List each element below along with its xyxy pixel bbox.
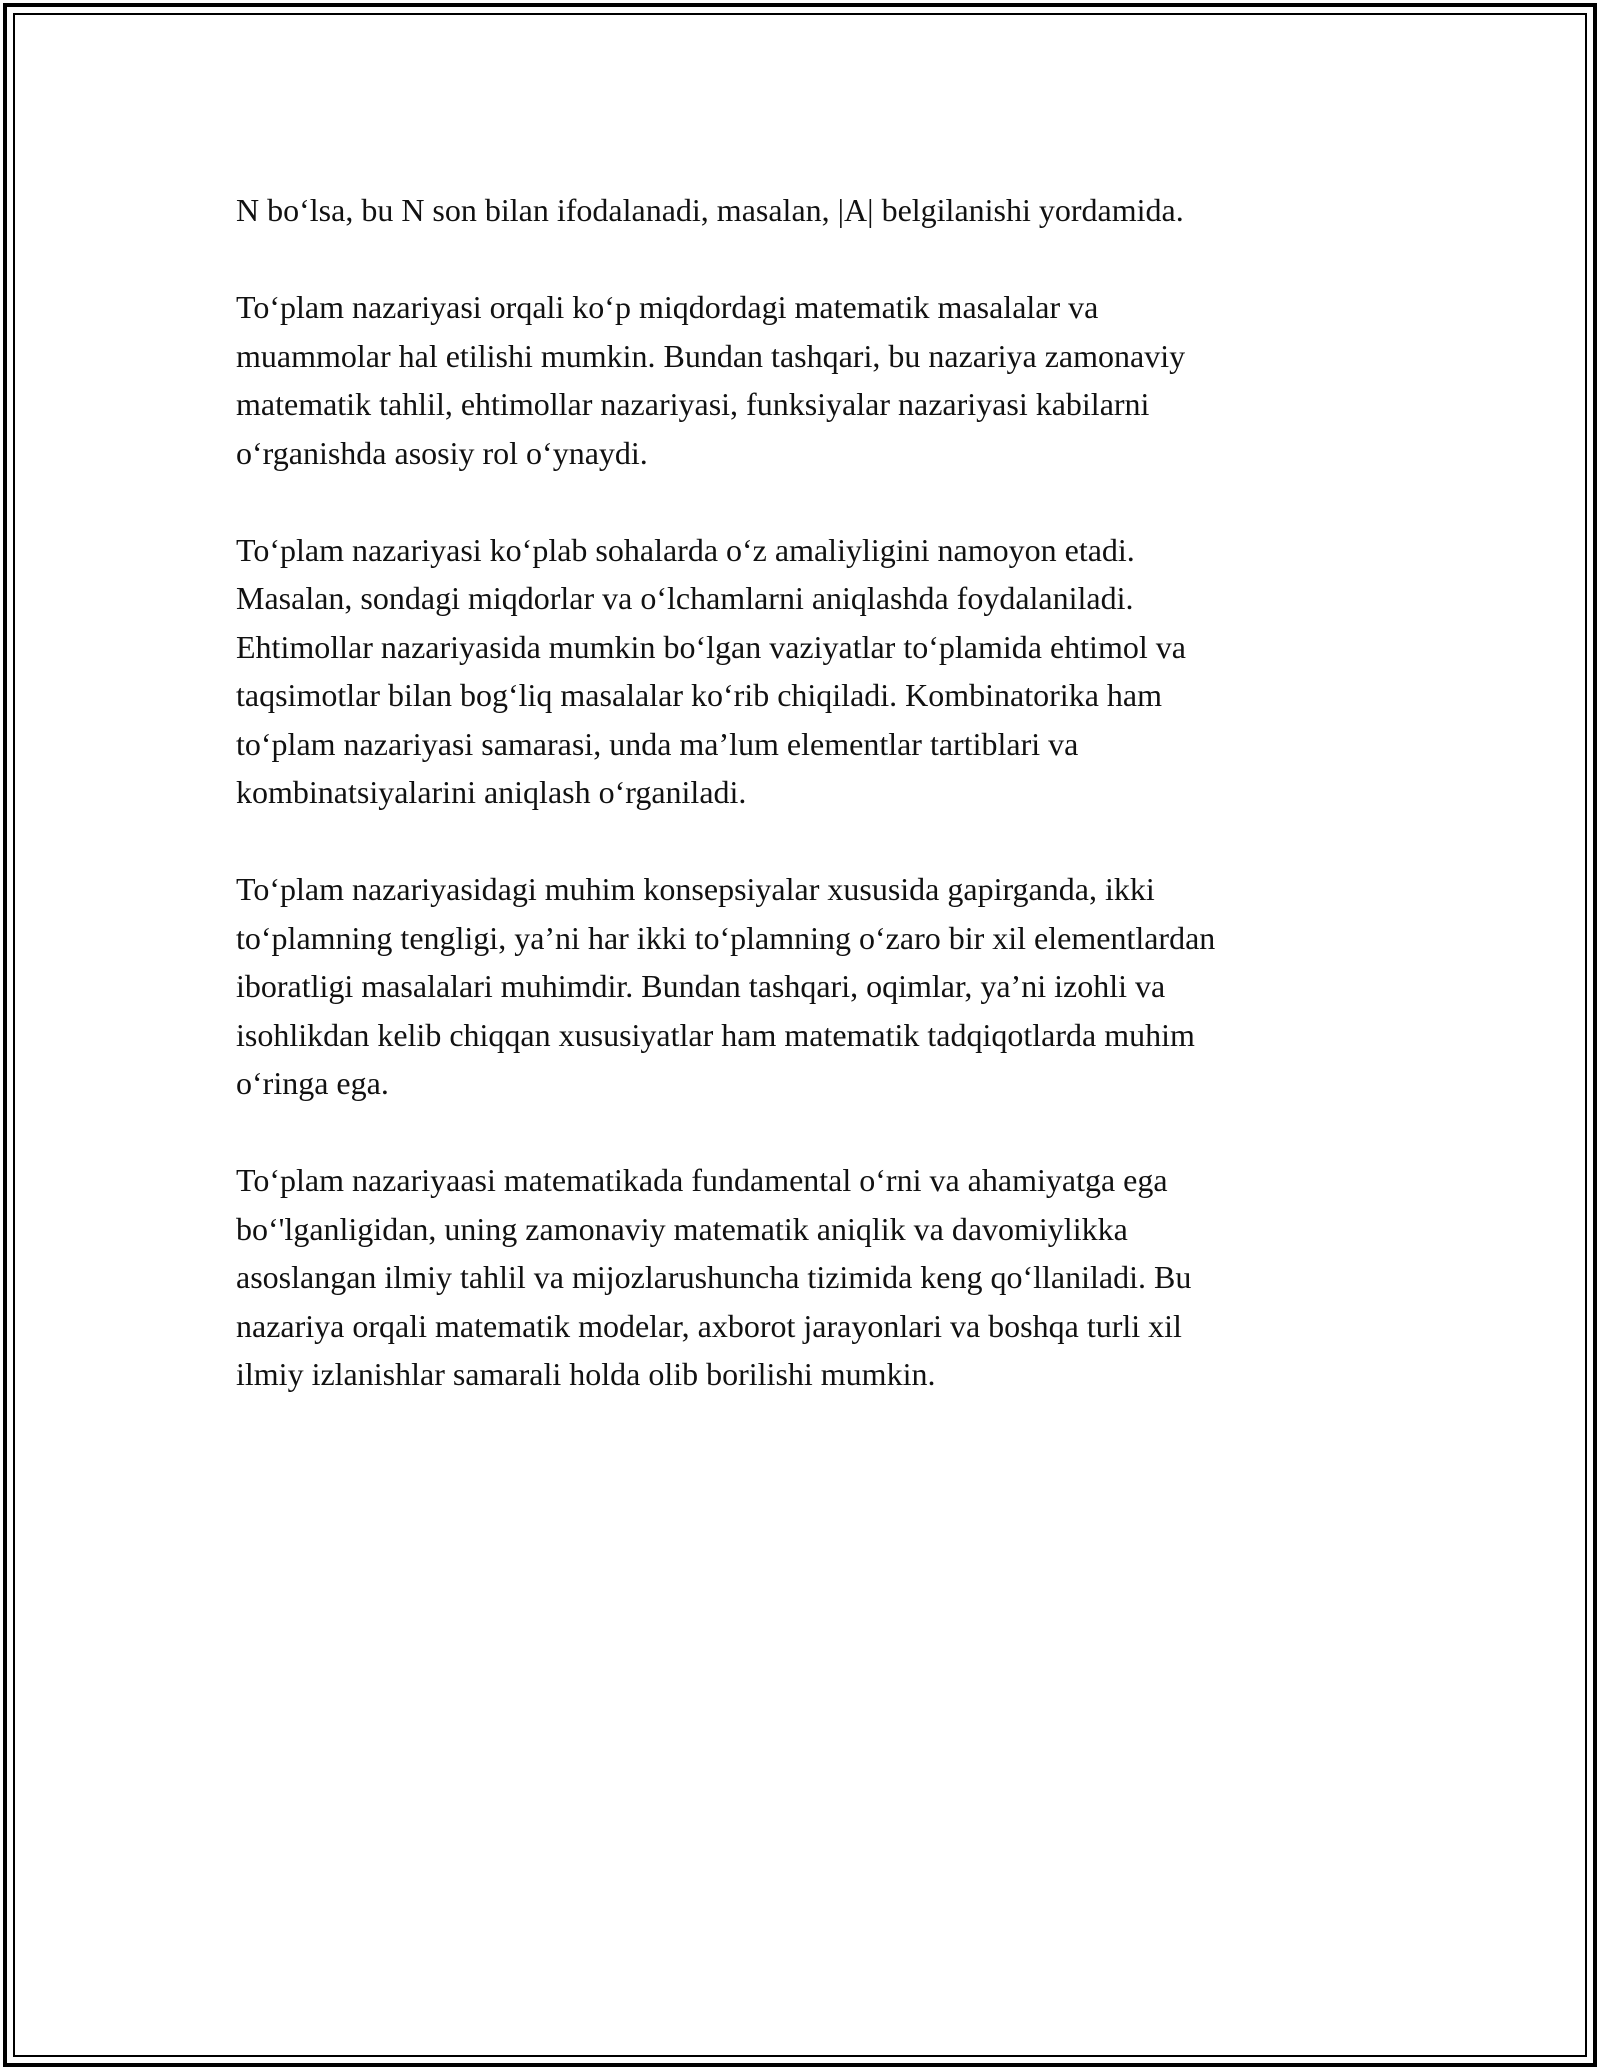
text-line: To‘plam nazariyasidagi muhim konsepsiyalar xususida gapirganda, ikki: [236, 871, 1155, 907]
text-line: To‘plam nazariyasi orqali ko‘p miqdordagi matematik masalalar va: [236, 289, 1099, 325]
text-line: iboratligi masalalari muhimdir. Bundan tashqari, oqimlar, ya’ni izohli va: [236, 968, 1166, 1004]
paragraph-5: [236, 1156, 1366, 1399]
text-line: ilmiy izlanishlar samarali holda olib borilishi mumkin.: [236, 1356, 936, 1392]
paragraph-2: [236, 283, 1366, 477]
text-line: bo‘'lganligidan, uning zamonaviy matematik aniqlik va davomiylikka: [236, 1210, 1128, 1247]
text-line: To‘plam nazariyasi ko‘plab sohalarda o‘z amaliyligini namoyon etadi.: [236, 531, 1135, 568]
text-line: muammolar hal etilishi mumkin. Bundan tashqari, bu nazariya zamonaviy: [236, 337, 1186, 374]
text-line: isohlikdan kelib chiqqan xususiyatlar ham matematik tadqiqotlarda muhim: [236, 1016, 1195, 1053]
text-line: Ehtimollar nazariyasida mumkin bo‘lgan vaziyatlar to‘plamida ehtimol va: [236, 628, 1186, 665]
text-line: kombinatsiyalarini aniqlash o‘rganiladi.: [236, 774, 747, 810]
text-line: matematik tahlil, ehtimollar nazariyasi, funksiyalar nazariyasi kabilarni: [236, 386, 1150, 422]
text-line: Masalan, sondagi miqdorlar va o‘lchamlarni aniqlashda foydalaniladi.: [236, 580, 1134, 616]
text-line: to‘plam nazariyasi samarasi, unda ma’lum elementlar tartiblari va: [236, 725, 1079, 762]
document-body: [236, 186, 1366, 1447]
text-line: nazariya orqali matematik modelar, axborot jarayonlari va boshqa turli xil: [236, 1307, 1182, 1344]
text-line: o‘ringa ega.: [236, 1065, 389, 1101]
text-line: taqsimotlar bilan bog‘liq masalalar ko‘rib chiqiladi. Kombinatorika ham: [236, 677, 1162, 713]
text-line: asoslangan ilmiy tahlil va mijozlarushuncha tizimida keng qo‘llaniladi. Bu: [236, 1259, 1192, 1295]
text-line: to‘plamning tengligi, ya’ni har ikki to‘plamning o‘zaro bir xil elementlardan: [236, 919, 1216, 956]
paragraph-1: [236, 186, 1366, 235]
text-line: N bo‘lsa, bu N son bilan ifodalanadi, masalan, |A| belgilanishi yordamida.: [236, 192, 1184, 228]
text-line: o‘rganishda asosiy rol o‘ynaydi.: [236, 434, 648, 471]
paragraph-4: [236, 865, 1366, 1108]
paragraph-3: [236, 526, 1366, 817]
text-line: To‘plam nazariyaasi matematikada fundamental o‘rni va ahamiyatga ega: [236, 1162, 1168, 1198]
